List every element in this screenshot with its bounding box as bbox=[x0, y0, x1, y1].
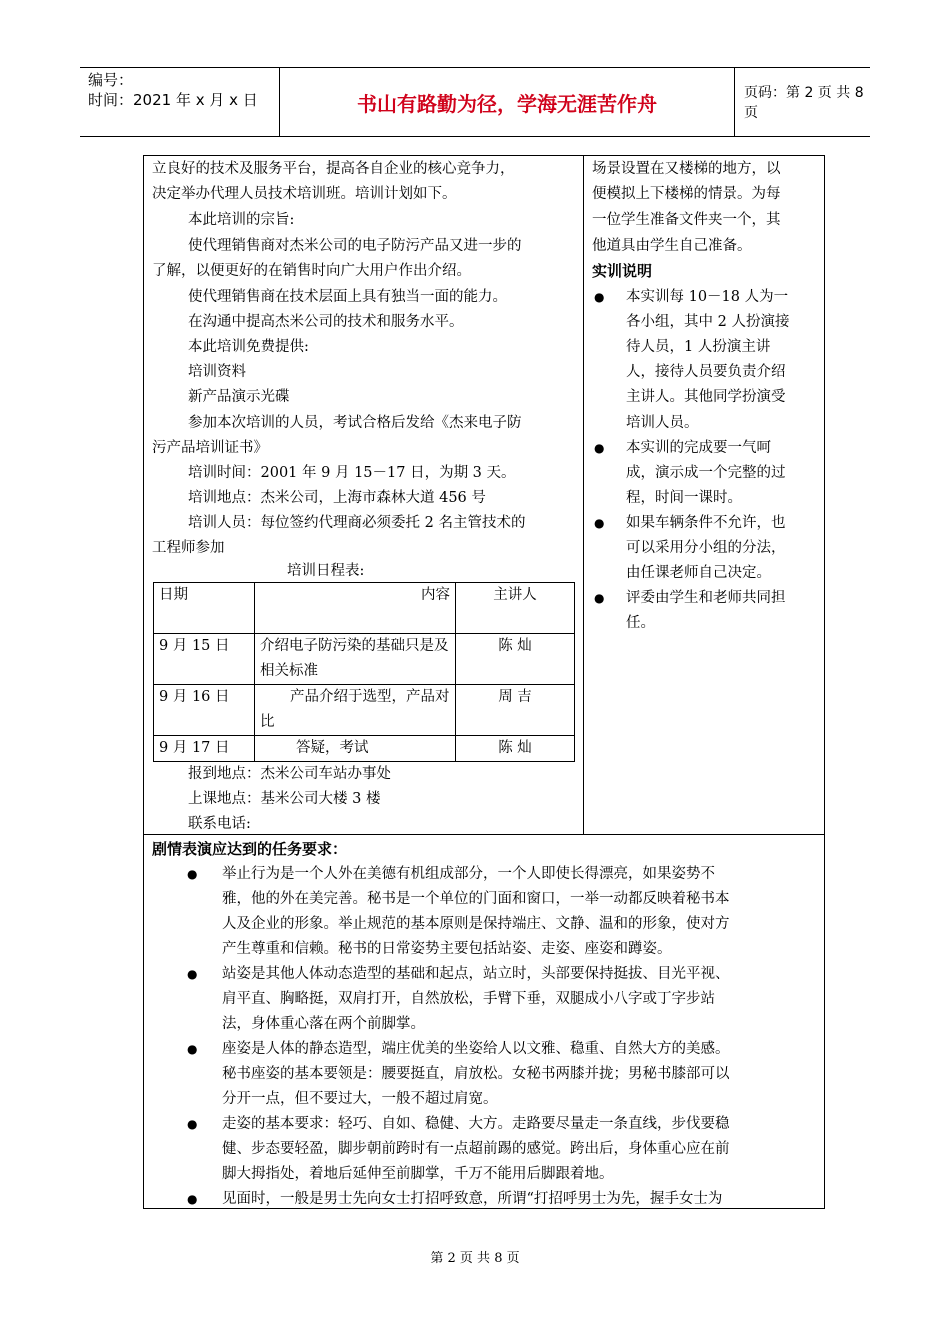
row-content: 答疑，考试 bbox=[255, 736, 456, 762]
right-bullet-line: 本实训每 10－18 人为一 bbox=[626, 289, 789, 305]
task-line: 站姿是其他人体动态造型的基础和起点，站立时，头部要保持挺拔、目光平视、 bbox=[222, 966, 730, 982]
task-line: 见面时，一般是男士先向女士打招呼致意，所谓“打招呼男士为先，握手女士为 bbox=[222, 1191, 723, 1207]
bullet-icon: ● bbox=[187, 1117, 198, 1131]
header-meta bbox=[80, 68, 280, 136]
task-line: 分开一点，但不要过大，一般不超过肩宽。 bbox=[222, 1091, 498, 1107]
header-speaker: 主讲人 bbox=[456, 583, 575, 634]
right-bullet-line: 如果车辆条件不允许，也 bbox=[626, 515, 786, 531]
left-line: 新产品演示光碟 bbox=[188, 389, 290, 405]
task-line: 座姿是人体的静态造型，端庄优美的坐姿给人以文雅、稳重、自然大方的美感。 bbox=[222, 1041, 730, 1057]
row-speaker: 陈 灿 bbox=[456, 634, 575, 685]
task-line: 产生尊重和信赖。秘书的日常姿势主要包括站姿、走姿、座姿和蹲姿。 bbox=[222, 941, 672, 957]
date-label: 时间：2021 年 x 月 x 日 bbox=[88, 91, 258, 109]
section-title: 实训说明 bbox=[592, 262, 653, 280]
bullet-icon: ● bbox=[594, 591, 605, 605]
right-bullet-line: 程，时间一课时。 bbox=[626, 490, 742, 506]
row-content: 介绍电子防污染的基础只是及相关标准 bbox=[255, 634, 456, 685]
left-line: 培训资料 bbox=[188, 364, 246, 380]
left-line: 上课地点：基米公司大楼 3 楼 bbox=[188, 791, 381, 807]
left-line: 了解，以便更好的在销售时向广大用户作出介绍。 bbox=[152, 263, 471, 279]
right-bullet-line: 各小组，其中 2 人扮演接 bbox=[626, 314, 790, 330]
row-content: 产品介绍于选型，产品对比 bbox=[255, 685, 456, 736]
bullet-icon: ● bbox=[187, 867, 198, 881]
schedule-table bbox=[153, 582, 575, 762]
task-line: 秘书座姿的基本要领是：腰要挺直，肩放松。女秘书两膝并拢；男秘书膝部可以 bbox=[222, 1066, 730, 1082]
row-date: 9 月 16 日 bbox=[154, 685, 255, 736]
task-line: 法，身体重心落在两个前脚掌。 bbox=[222, 1016, 425, 1032]
right-line: 便模拟上下楼梯的情景。为每 bbox=[592, 186, 781, 202]
row-date: 9 月 15 日 bbox=[154, 634, 255, 685]
row-date: 9 月 17 日 bbox=[154, 736, 255, 762]
table-row bbox=[154, 685, 575, 736]
page-header bbox=[80, 67, 870, 137]
header-date: 日期 bbox=[154, 583, 255, 634]
task-line: 举止行为是一个人外在美德有机组成部分，一个人即使长得漂亮，如果姿势不 bbox=[222, 866, 715, 882]
right-line: 场景设置在又楼梯的地方，以 bbox=[592, 161, 781, 177]
left-line: 工程师参加 bbox=[152, 540, 225, 556]
right-bullet-line: 待人员，1 人扮演主讲 bbox=[626, 339, 771, 355]
right-bullet-line: 任。 bbox=[626, 615, 655, 631]
task-line: 雅，他的外在美完善。秘书是一个单位的门面和窗口，一举一动都反映着秘书本 bbox=[222, 891, 730, 907]
right-bullet-line: 由任课老师自己决定。 bbox=[626, 565, 771, 581]
left-line: 培训地点：杰米公司，上海市森林大道 456 号 bbox=[188, 490, 486, 506]
column-divider bbox=[583, 155, 584, 835]
bullet-icon: ● bbox=[187, 967, 198, 981]
header-content bbox=[255, 583, 456, 634]
right-bullet-line: 成，演示成一个完整的过 bbox=[626, 465, 786, 481]
right-bullet-line: 人，接待人员要负责介绍 bbox=[626, 364, 786, 380]
left-line: 使代理销售商对杰米公司的电子防污产品又进一步的 bbox=[188, 238, 522, 254]
right-bullet-line: 可以采用分小组的分法， bbox=[626, 540, 786, 556]
row-speaker: 周 吉 bbox=[456, 685, 575, 736]
left-line: 培训时间：2001 年 9 月 15－17 日，为期 3 天。 bbox=[188, 465, 516, 481]
right-line: 一位学生准备文件夹一个，其 bbox=[592, 212, 781, 228]
right-bullet-line: 本实训的完成要一气呵 bbox=[626, 440, 771, 456]
left-line: 本此培训的宗旨: bbox=[188, 212, 295, 228]
bullet-icon: ● bbox=[187, 1042, 198, 1056]
page-footer: 第 2 页 共 8 页 bbox=[430, 1251, 520, 1266]
left-line: 污产品培训证书》 bbox=[152, 440, 268, 456]
task-line: 健、步态要轻盈，脚步朝前跨时有一点超前踢的感觉。跨出后，身体重心应在前 bbox=[222, 1141, 730, 1157]
task-line: 脚大拇指处，着地后延伸至前脚掌，千万不能用后脚跟着地。 bbox=[222, 1166, 614, 1182]
table-header-row bbox=[154, 583, 575, 634]
schedule-title: 培训日程表: bbox=[287, 563, 365, 579]
table-row bbox=[154, 736, 575, 762]
left-line: 在沟通中提高杰米公司的技术和服务水平。 bbox=[188, 314, 464, 330]
number-label: 编号： bbox=[88, 71, 134, 89]
task-line: 人及企业的形象。举止规范的基本原则是保持端庄、文静、温和的形象，使对方 bbox=[222, 916, 730, 932]
right-bullet-line: 评委由学生和老师共同担 bbox=[626, 590, 786, 606]
header-content-label: 内容 bbox=[421, 587, 450, 603]
bullet-icon: ● bbox=[594, 516, 605, 530]
right-line: 他道具由学生自己准备。 bbox=[592, 238, 752, 254]
left-line: 培训人员：每位签约代理商必须委托 2 名主管技术的 bbox=[188, 515, 526, 531]
motto: 书山有路勤为径，学海无涯苦作舟 bbox=[280, 68, 735, 136]
task-line: 走姿的基本要求：轻巧、自如、稳健、大方。走路要尽量走一条直线，步伐要稳 bbox=[222, 1116, 730, 1132]
right-bullet-line: 培训人员。 bbox=[626, 415, 699, 431]
left-line: 立良好的技术及服务平台，提高各自企业的核心竞争力， bbox=[152, 161, 515, 177]
bullet-icon: ● bbox=[594, 441, 605, 455]
page-indicator: 页码：第 2 页 共 8 页 bbox=[744, 85, 864, 121]
left-line: 联系电话: bbox=[188, 816, 251, 832]
task-title: 剧情表演应达到的任务要求： bbox=[152, 840, 348, 858]
left-line: 使代理销售商在技术层面上具有独当一面的能力。 bbox=[188, 289, 507, 305]
table-row bbox=[154, 634, 575, 685]
task-line: 肩平直、胸略挺，双肩打开，自然放松，手臂下垂，双腿成小八字或丁字步站 bbox=[222, 991, 715, 1007]
right-bullet-line: 主讲人。其他同学扮演受 bbox=[626, 389, 786, 405]
bullet-icon: ● bbox=[594, 290, 605, 304]
row-speaker: 陈 灿 bbox=[456, 736, 575, 762]
left-line: 参加本次培训的人员，考试合格后发给《杰来电子防 bbox=[188, 415, 522, 431]
left-line: 本此培训免费提供: bbox=[188, 339, 309, 355]
left-line: 报到地点：杰米公司车站办事处 bbox=[188, 766, 391, 782]
left-line: 决定举办代理人员技术培训班。培训计划如下。 bbox=[152, 186, 457, 202]
bullet-icon: ● bbox=[187, 1192, 198, 1206]
